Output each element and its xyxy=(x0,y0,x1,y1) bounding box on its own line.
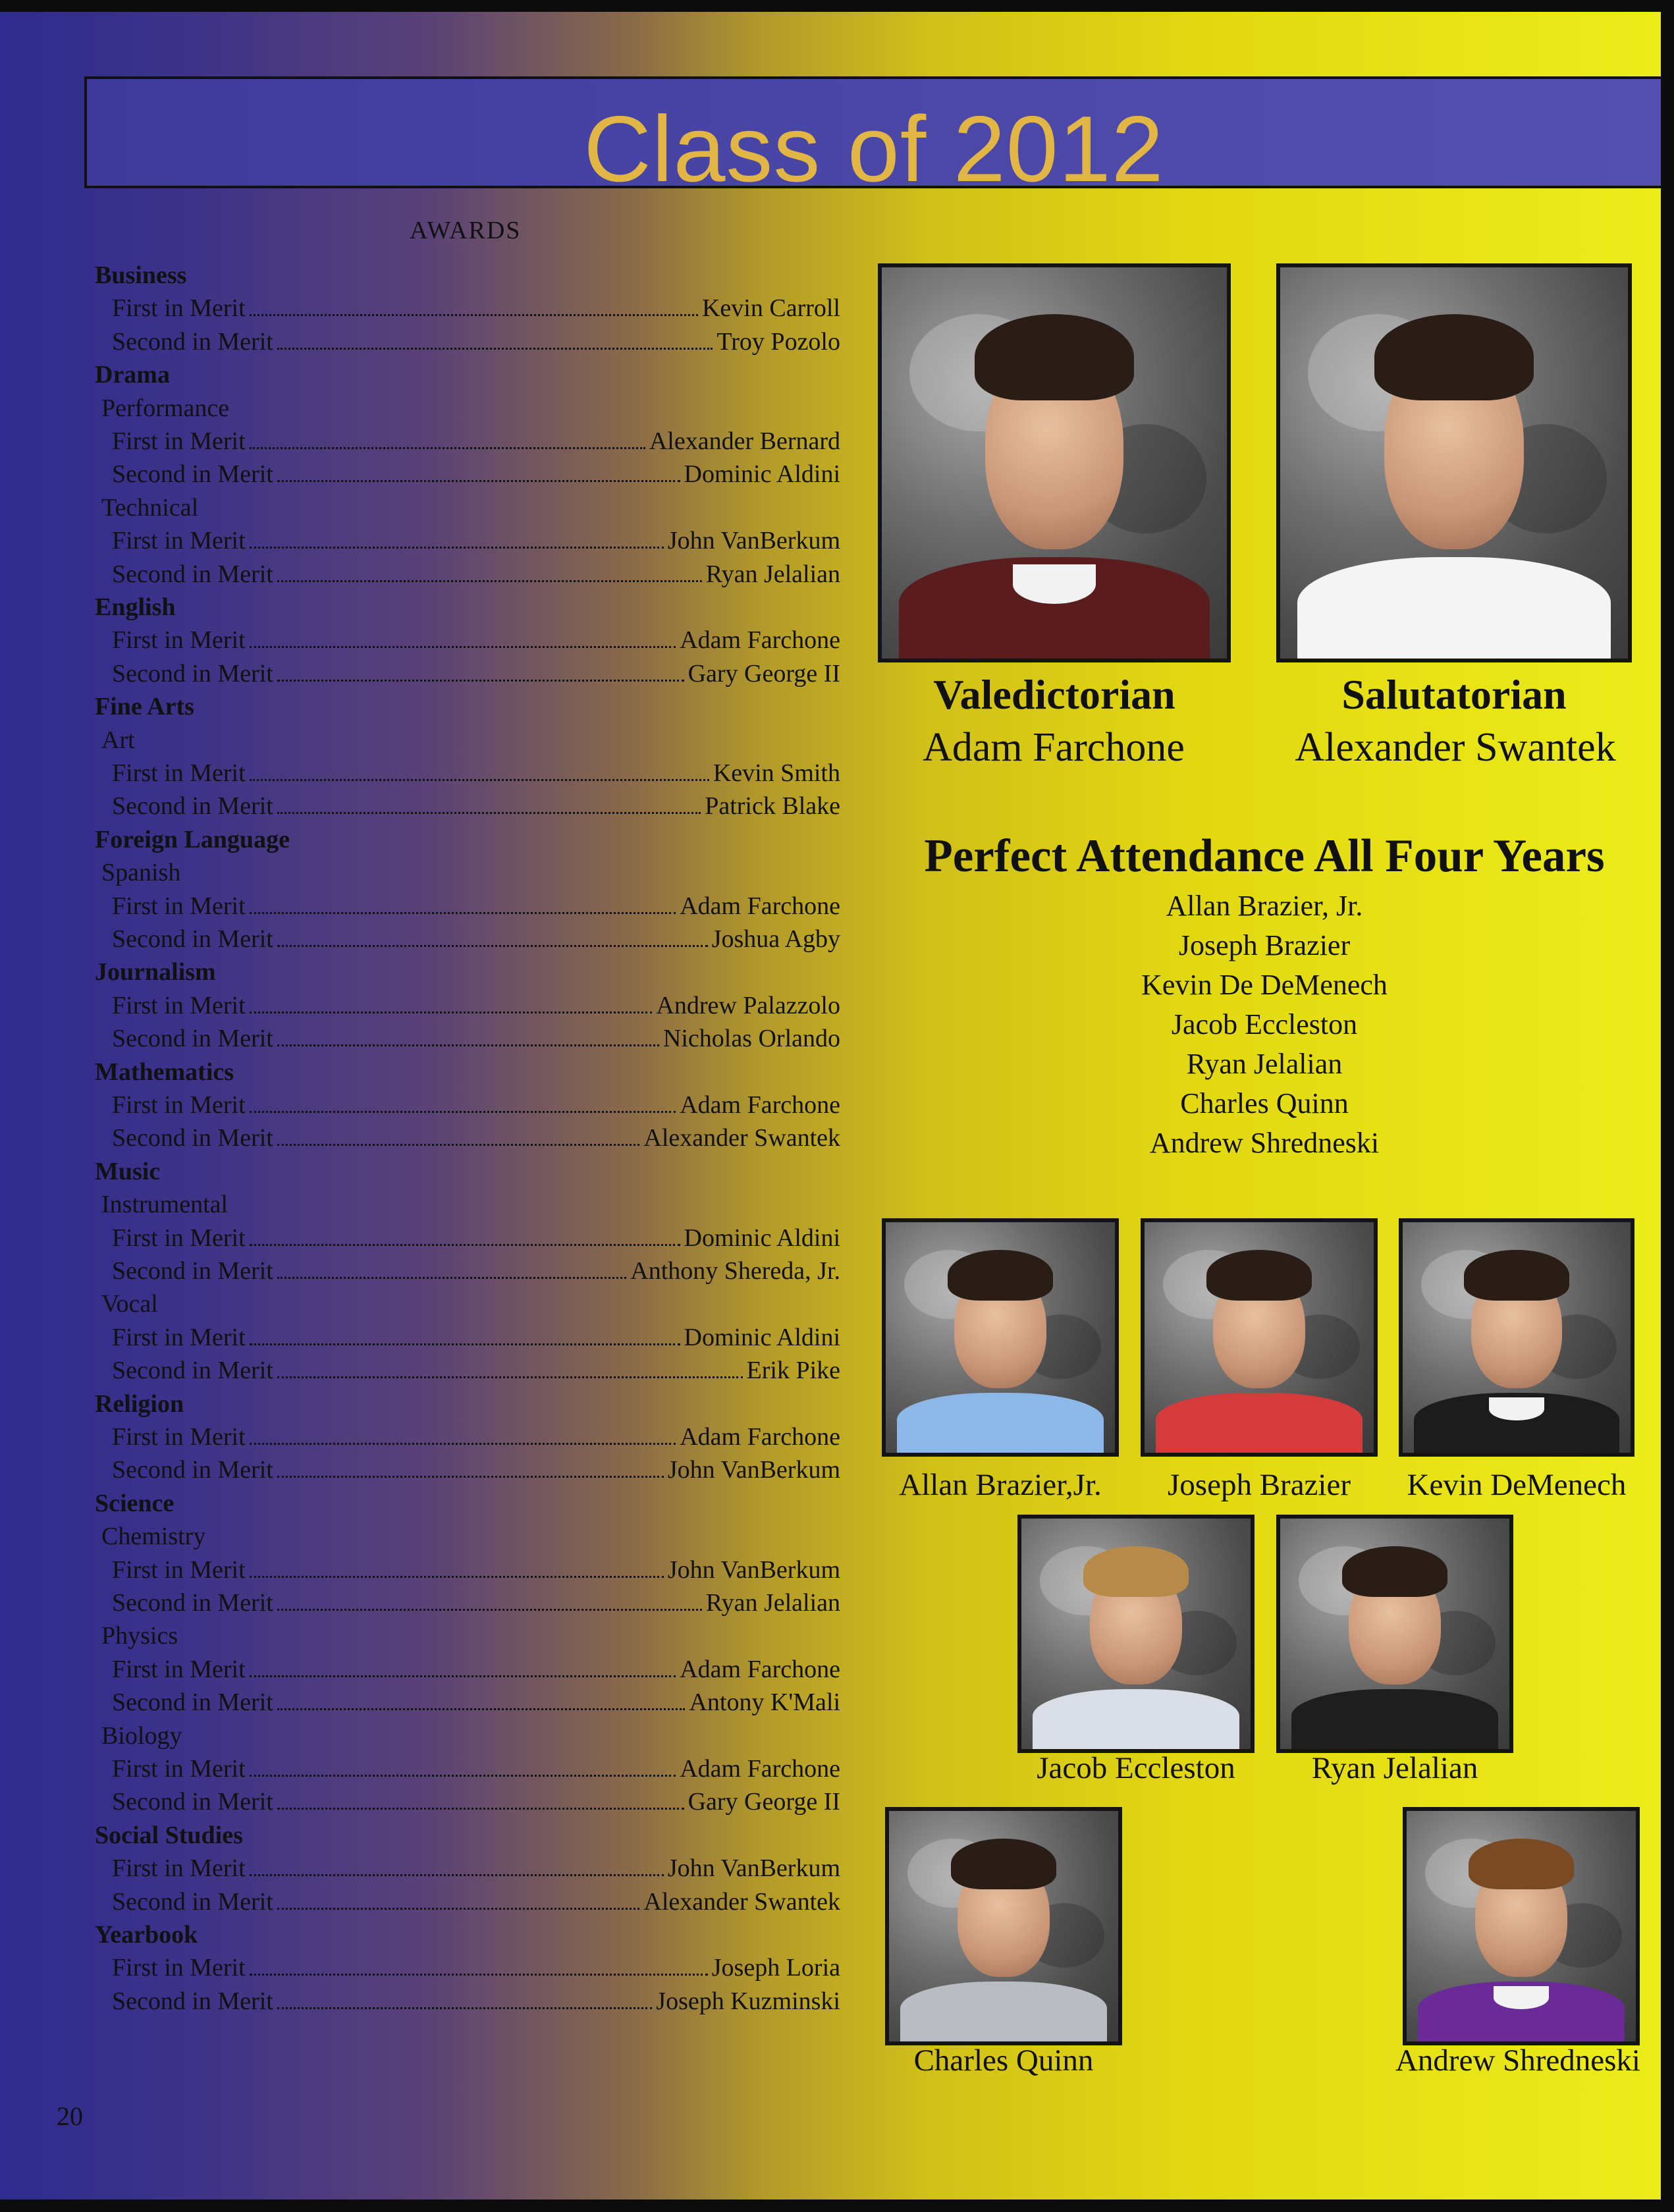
valedictorian-portrait xyxy=(878,263,1231,662)
caption-allan-brazier: Allan Brazier,Jr. xyxy=(899,1468,1102,1502)
award-merit-row xyxy=(112,1854,840,1887)
merit-label: First in Merit xyxy=(112,1755,246,1783)
merit-label: First in Merit xyxy=(112,892,246,920)
caption-andrew-shredneski: Andrew Shredneski xyxy=(1395,2043,1640,2078)
award-category: Music xyxy=(95,1157,161,1185)
dot-leader xyxy=(277,347,713,350)
award-merit-row xyxy=(112,1987,840,2020)
award-recipient: Adam Farchone xyxy=(680,1655,840,1683)
award-category: Drama xyxy=(95,361,170,389)
dot-leader xyxy=(277,1807,684,1810)
award-category: Business xyxy=(95,261,187,289)
portrait-jacob-eccleston xyxy=(1017,1515,1255,1753)
merit-label: First in Merit xyxy=(112,626,246,655)
award-recipient: Adam Farchone xyxy=(680,1755,840,1783)
award-subcategory: Performance xyxy=(101,394,230,422)
award-merit-row xyxy=(112,526,840,559)
dot-leader xyxy=(250,1011,653,1013)
award-recipient: Gary George II xyxy=(688,659,840,688)
merit-label: Second in Merit xyxy=(112,1456,273,1484)
attendance-name: Charles Quinn xyxy=(1180,1087,1349,1119)
merit-label: First in Merit xyxy=(112,1423,246,1451)
award-category: Social Studies xyxy=(95,1821,243,1849)
dot-leader xyxy=(277,1376,743,1378)
award-category: Fine Arts xyxy=(95,693,194,721)
merit-label: First in Merit xyxy=(112,1854,246,1883)
award-category: English xyxy=(95,593,176,621)
award-recipient: Dominic Aldini xyxy=(684,1323,840,1351)
award-merit-row xyxy=(112,1787,840,1820)
award-merit-row xyxy=(112,925,840,958)
award-merit-row xyxy=(112,1024,840,1057)
award-recipient: Gary George II xyxy=(688,1788,840,1816)
award-recipient: John VanBerkum xyxy=(667,1555,840,1584)
award-subcategory: Biology xyxy=(101,1721,182,1750)
dot-leader xyxy=(277,1044,659,1046)
award-merit-row xyxy=(112,1688,840,1721)
dot-leader xyxy=(277,479,680,482)
caption-joseph-brazier: Joseph Brazier xyxy=(1168,1468,1351,1502)
award-recipient: Ryan Jelalian xyxy=(705,1589,840,1617)
award-merit-row xyxy=(112,1224,840,1256)
merit-label: Second in Merit xyxy=(112,925,273,953)
award-merit-row xyxy=(112,1323,840,1356)
award-recipient: John VanBerkum xyxy=(667,527,840,555)
dot-leader xyxy=(250,546,664,549)
caption-kevin-demenech: Kevin DeMenech xyxy=(1407,1468,1627,1502)
award-merit-row xyxy=(112,1123,840,1156)
salutatorian-portrait xyxy=(1276,263,1632,662)
award-recipient: John VanBerkum xyxy=(667,1854,840,1883)
attendance-name: Kevin De DeMenech xyxy=(1141,969,1388,1001)
dot-leader xyxy=(277,1276,626,1279)
merit-label: Second in Merit xyxy=(112,1357,273,1385)
merit-label: First in Merit xyxy=(112,1954,246,1982)
award-recipient: Alexander Bernard xyxy=(649,427,840,455)
dot-leader xyxy=(250,1442,676,1445)
merit-label: Second in Merit xyxy=(112,327,273,356)
award-recipient: Nicholas Orlando xyxy=(662,1025,840,1053)
merit-label: First in Merit xyxy=(112,1655,246,1683)
dot-leader xyxy=(250,313,698,316)
dot-leader xyxy=(250,645,676,648)
award-subcategory: Spanish xyxy=(101,859,181,887)
dot-leader xyxy=(277,580,702,582)
portrait-charles-quinn xyxy=(885,1807,1122,2045)
award-recipient: Alexander Swantek xyxy=(643,1124,840,1152)
award-subcategory: Vocal xyxy=(101,1290,158,1318)
salutatorian-title: Salutatorian xyxy=(1341,671,1567,718)
award-merit-row xyxy=(112,659,840,692)
award-merit-row xyxy=(112,1655,840,1688)
dot-leader xyxy=(277,1143,640,1146)
portrait-kevin-demenech xyxy=(1399,1218,1634,1457)
attendance-name: Andrew Shredneski xyxy=(1149,1127,1380,1159)
award-recipient: Alexander Swantek xyxy=(643,1887,840,1916)
award-recipient: Adam Farchone xyxy=(680,1423,840,1451)
award-merit-row xyxy=(112,1555,840,1588)
award-merit-row xyxy=(112,1953,840,1986)
dot-leader xyxy=(250,1874,664,1876)
dot-leader xyxy=(250,911,676,914)
dot-leader xyxy=(277,1708,686,1710)
merit-label: Second in Merit xyxy=(112,1257,273,1285)
dot-leader xyxy=(277,1907,640,1910)
salutatorian-name: Alexander Swantek xyxy=(1295,725,1616,770)
award-merit-row xyxy=(112,1588,840,1621)
dot-leader xyxy=(250,1110,676,1113)
award-subcategory: Chemistry xyxy=(101,1523,206,1551)
award-merit-row xyxy=(112,560,840,593)
page-title: Class of 2012 xyxy=(583,97,1164,202)
award-category: Science xyxy=(95,1489,175,1517)
award-recipient: Joshua Agby xyxy=(711,925,840,953)
award-merit-row xyxy=(112,1256,840,1289)
attendance-name: Allan Brazier, Jr. xyxy=(1166,890,1363,922)
merit-label: Second in Merit xyxy=(112,1987,273,2015)
award-subcategory: Technical xyxy=(101,493,199,522)
award-subcategory: Instrumental xyxy=(101,1191,229,1219)
merit-label: First in Merit xyxy=(112,1323,246,1351)
merit-label: Second in Merit xyxy=(112,1887,273,1916)
awards-list xyxy=(0,12,856,2199)
award-merit-row xyxy=(112,427,840,460)
award-recipient: Andrew Palazzolo xyxy=(656,991,840,1019)
award-merit-row xyxy=(112,1754,840,1787)
award-merit-row xyxy=(112,1455,840,1488)
merit-label: First in Merit xyxy=(112,527,246,555)
award-category: Yearbook xyxy=(95,1921,198,1949)
award-merit-row xyxy=(112,892,840,925)
award-merit-row xyxy=(112,460,840,493)
award-merit-row xyxy=(112,327,840,360)
award-recipient: Erik Pike xyxy=(746,1357,840,1385)
portrait-joseph-brazier xyxy=(1141,1218,1378,1457)
valedictorian-title: Valedictorian xyxy=(933,671,1175,718)
award-recipient: Adam Farchone xyxy=(680,892,840,920)
merit-label: Second in Merit xyxy=(112,1688,273,1717)
dot-leader xyxy=(277,811,701,814)
award-recipient: John VanBerkum xyxy=(667,1456,840,1484)
award-recipient: Troy Pozolo xyxy=(716,327,840,356)
award-merit-row xyxy=(112,294,840,327)
award-recipient: Patrick Blake xyxy=(705,792,840,821)
attendance-heading: Perfect Attendance All Four Years xyxy=(924,830,1605,882)
dot-leader xyxy=(250,1343,680,1345)
dot-leader xyxy=(277,2007,652,2009)
attendance-name: Ryan Jelalian xyxy=(1186,1048,1343,1080)
merit-label: Second in Merit xyxy=(112,460,273,489)
award-merit-row xyxy=(112,1887,840,1920)
valedictorian-name: Adam Farchone xyxy=(923,725,1185,770)
award-merit-row xyxy=(112,991,840,1024)
award-recipient: Dominic Aldini xyxy=(684,460,840,489)
caption-ryan-jelalian: Ryan Jelalian xyxy=(1311,1751,1478,1785)
caption-jacob-eccleston: Jacob Eccleston xyxy=(1037,1751,1235,1785)
award-merit-row xyxy=(112,792,840,824)
merit-label: Second in Merit xyxy=(112,1788,273,1816)
award-recipient: Adam Farchone xyxy=(680,1091,840,1119)
merit-label: First in Merit xyxy=(112,294,246,323)
award-category: Journalism xyxy=(95,958,216,986)
dot-leader xyxy=(250,1774,676,1777)
scan-top-border xyxy=(0,0,1674,12)
portrait-ryan-jelalian xyxy=(1276,1515,1513,1753)
award-category: Foreign Language xyxy=(95,825,290,853)
merit-label: First in Merit xyxy=(112,759,246,787)
award-merit-row xyxy=(112,759,840,792)
portrait-andrew-shredneski xyxy=(1403,1807,1640,2045)
attendance-name: Joseph Brazier xyxy=(1178,929,1351,961)
attendance-name: Jacob Eccleston xyxy=(1171,1008,1358,1040)
scan-bottom-border xyxy=(0,2199,1674,2212)
dot-leader xyxy=(250,778,709,781)
merit-label: Second in Merit xyxy=(112,1124,273,1152)
award-recipient: Joseph Loria xyxy=(711,1954,840,1982)
dot-leader xyxy=(250,1973,708,1976)
award-merit-row xyxy=(112,626,840,659)
award-recipient: Adam Farchone xyxy=(680,626,840,655)
merit-label: First in Merit xyxy=(112,991,246,1019)
award-merit-row xyxy=(112,1356,840,1389)
caption-charles-quinn: Charles Quinn xyxy=(913,2043,1094,2078)
award-subcategory: Art xyxy=(101,726,135,754)
award-recipient: Anthony Shereda, Jr. xyxy=(630,1257,840,1285)
dot-leader xyxy=(277,944,708,947)
dot-leader xyxy=(250,1675,676,1677)
award-subcategory: Physics xyxy=(101,1622,178,1650)
page-number: 20 xyxy=(57,2101,83,2131)
awards-heading: AWARDS xyxy=(410,217,522,244)
merit-label: First in Merit xyxy=(112,427,246,455)
award-category: Religion xyxy=(95,1389,184,1418)
portrait-allan-brazier xyxy=(882,1218,1119,1457)
merit-label: First in Merit xyxy=(112,1091,246,1119)
dot-leader xyxy=(277,1475,664,1478)
award-merit-row xyxy=(112,1091,840,1123)
merit-label: Second in Merit xyxy=(112,560,273,588)
award-recipient: Ryan Jelalian xyxy=(705,560,840,588)
dot-leader xyxy=(277,679,684,682)
merit-label: Second in Merit xyxy=(112,659,273,688)
merit-label: Second in Merit xyxy=(112,1589,273,1617)
merit-label: First in Merit xyxy=(112,1555,246,1584)
award-merit-row xyxy=(112,1422,840,1455)
merit-label: Second in Merit xyxy=(112,1025,273,1053)
dot-leader xyxy=(277,1608,702,1611)
dot-leader xyxy=(250,1243,680,1246)
dot-leader xyxy=(250,446,645,449)
scan-right-border xyxy=(1661,0,1674,2212)
merit-label: Second in Merit xyxy=(112,792,273,821)
award-recipient: Kevin Carroll xyxy=(701,294,840,323)
yearbook-page xyxy=(0,12,1661,2199)
dot-leader xyxy=(250,1575,664,1578)
award-recipient: Antony K'Mali xyxy=(689,1688,840,1717)
award-recipient: Dominic Aldini xyxy=(684,1224,840,1252)
award-category: Mathematics xyxy=(95,1058,234,1086)
award-recipient: Joseph Kuzminski xyxy=(656,1987,840,2015)
merit-label: First in Merit xyxy=(112,1224,246,1252)
award-recipient: Kevin Smith xyxy=(713,759,840,787)
